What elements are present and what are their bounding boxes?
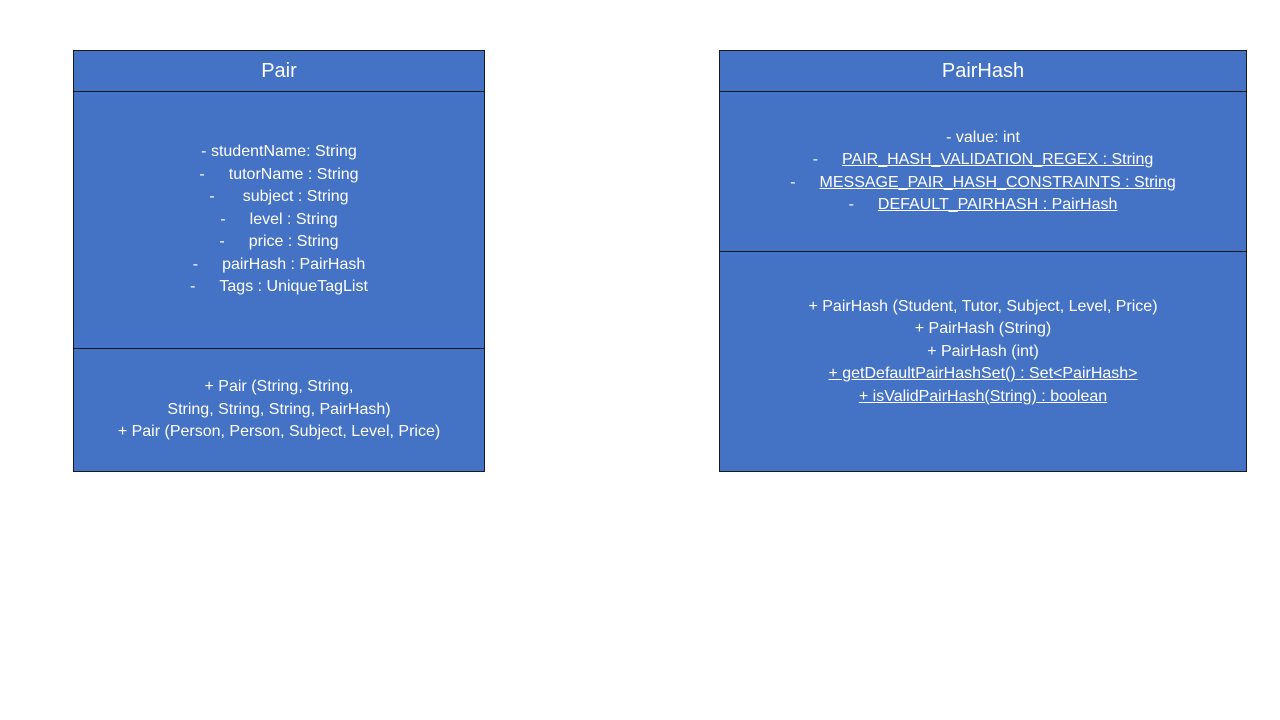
pairhash-class-title: PairHash [941, 60, 1025, 82]
attribute-visibility: - [812, 151, 819, 168]
pair-class-header [74, 51, 484, 91]
pair-operations-section [74, 349, 484, 471]
pairhash-attributes-section [720, 92, 1246, 251]
attribute-visibility: - [219, 233, 225, 251]
pair-attribute [201, 141, 357, 164]
attribute-visibility: - [199, 165, 205, 183]
pairhash-operation: + PairHash (Student, Tutor, Subject, Level, Price) [808, 297, 1158, 315]
pairhash-static-operation: + getDefaultPairHashSet() : Set<PairHash> [828, 365, 1138, 383]
attribute-text: MESSAGE_PAIR_HASH_CONSTRAINTS : String [819, 173, 1176, 191]
pairhash-class-header [720, 51, 1246, 91]
attribute-text: PAIR_HASH_VALIDATION_REGEX : String [842, 151, 1154, 168]
attribute-visibility: - [790, 173, 796, 191]
attribute-text: subject : String [242, 188, 349, 206]
pair-attribute [220, 209, 337, 232]
attribute-visibility: - [209, 188, 215, 206]
pairhash-attribute [946, 127, 1020, 150]
pairhash-static-attribute [849, 194, 1118, 217]
attribute-text: price : String [248, 233, 339, 251]
attribute-text: studentName: String [210, 143, 357, 161]
pairhash-static-attribute [790, 172, 1176, 195]
attribute-text: pairHash : PairHash [222, 255, 366, 273]
pairhash-operation: + PairHash (String) [914, 320, 1052, 338]
attribute-text: tutorName : String [228, 165, 359, 183]
pair-attribute [199, 164, 358, 187]
attribute-visibility: - [220, 210, 226, 228]
pairhash-operations-section [720, 252, 1246, 452]
pair-operation: + Pair (Person, Person, Subject, Level, Price) [117, 423, 441, 441]
pairhash-static-attribute [813, 149, 1154, 172]
attribute-text: value: int [955, 128, 1020, 146]
pair-class-title: Pair [261, 60, 297, 82]
pair-attribute [190, 276, 368, 299]
attribute-text: level : String [249, 210, 338, 228]
attribute-visibility: - [848, 196, 854, 213]
attribute-text: Tags : UniqueTagList [219, 278, 368, 296]
attribute-text: DEFAULT_PAIRHASH : PairHash [877, 196, 1118, 213]
pair-attribute [193, 254, 366, 277]
pair-operation: String, String, String, PairHash) [167, 400, 391, 418]
pairhash-class-box [719, 50, 1247, 472]
attribute-visibility: - [201, 143, 211, 161]
attribute-visibility: - [946, 128, 956, 146]
pair-attribute [209, 186, 348, 209]
attribute-visibility: - [190, 278, 196, 296]
pairhash-operation: + PairHash (int) [927, 342, 1039, 360]
pair-attributes-section [74, 92, 484, 348]
attribute-visibility: - [192, 255, 199, 273]
pair-attribute [219, 231, 338, 254]
pair-class-box [73, 50, 485, 472]
pair-operation: + Pair (String, String, [204, 378, 354, 396]
pairhash-static-operation: + isValidPairHash(String) : boolean [858, 387, 1108, 405]
